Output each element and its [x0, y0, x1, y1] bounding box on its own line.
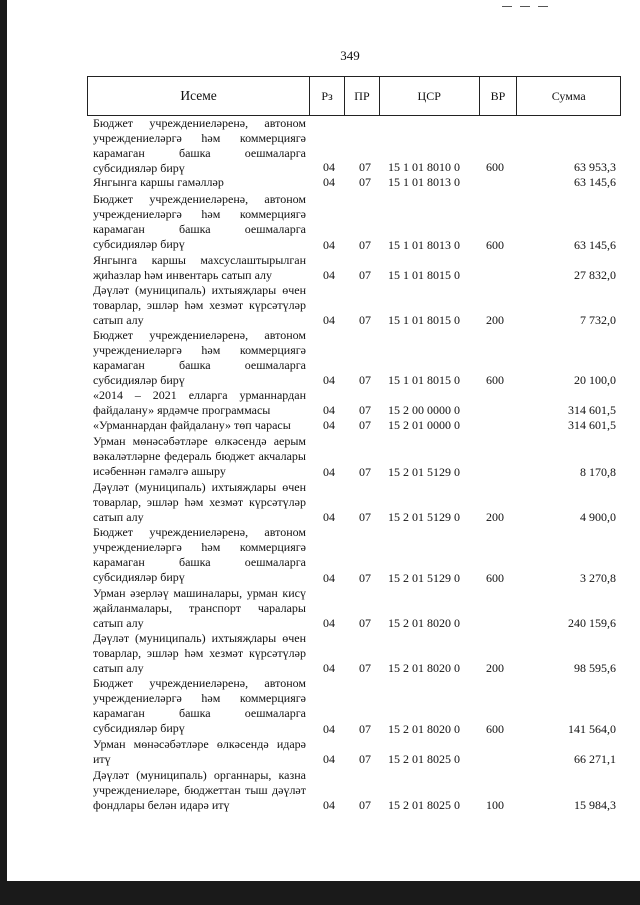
row-vr: 600	[486, 238, 504, 252]
row-pr: 07	[359, 571, 371, 585]
row-csr: 15 1 01 8013 0	[388, 238, 460, 252]
row-vr: 600	[486, 722, 504, 736]
row-pr: 07	[359, 752, 371, 766]
header-rz: Рз	[310, 77, 345, 115]
row-name: Урман әзерләү машиналары, урман кисү җайланмалары, транспорт чаралары сатып алу	[93, 586, 306, 630]
row-csr: 15 2 01 8025 0	[388, 752, 460, 766]
row-rz: 04	[323, 722, 335, 736]
table-row	[0, 253, 640, 283]
row-vr: 600	[486, 571, 504, 585]
row-sum: 3 270,8	[580, 571, 616, 585]
table-row	[0, 586, 640, 631]
row-csr: 15 2 01 8020 0	[388, 661, 460, 675]
row-name: Дәүләт (муниципаль) ихтыяҗлары өчен товарлар, эшләр һәм хезмәт күрсәтүләр сатып алу	[93, 283, 306, 327]
row-sum: 63 953,3	[574, 160, 616, 174]
row-name: Бюджет учреждениеләренә, автоном учреждениеләргә һәм коммерциягә карамаган башка оешмаларга субсидияләр бирү	[93, 328, 306, 387]
row-csr: 15 1 01 8015 0	[388, 313, 460, 327]
row-sum: 63 145,6	[574, 238, 616, 252]
header-name: Исеме	[88, 77, 310, 115]
table-row	[0, 116, 640, 175]
row-sum: 27 832,0	[574, 268, 616, 282]
row-name: Дәүләт (муниципаль) органнары, казна учреждениеләре, бюджеттан тыш дәүләт фондлары белән идарә итү	[93, 768, 306, 812]
row-pr: 07	[359, 510, 371, 524]
row-csr: 15 1 01 8010 0	[388, 160, 460, 174]
row-rz: 04	[323, 616, 335, 630]
table-row	[0, 283, 640, 328]
row-name: Бюджет учреждениеләренә, автоном учреждениеләргә һәм коммерциягә карамаган башка оешмаларга субсидияләр бирү	[93, 525, 306, 584]
table-row	[0, 192, 640, 253]
row-name: Янгынга каршы махсуслаштырылган җиһазлар һәм инвентарь сатып алу	[93, 253, 306, 282]
row-sum: 63 145,6	[574, 175, 616, 189]
table-row	[0, 525, 640, 586]
table-row	[0, 434, 640, 480]
row-sum: 66 271,1	[574, 752, 616, 766]
table-body	[0, 116, 640, 814]
row-pr: 07	[359, 661, 371, 675]
row-name: Бюджет учреждениеләренә, автоном учреждениеләргә һәм коммерциягә карамаган башка оешмаларга субсидияләр бирү	[93, 676, 306, 735]
row-vr: 200	[486, 313, 504, 327]
row-vr: 200	[486, 510, 504, 524]
row-sum: 98 595,6	[574, 661, 616, 675]
row-rz: 04	[323, 752, 335, 766]
row-name: Урман мөнәсәбәтләре өлкәсендә идарә итү	[93, 737, 306, 766]
row-name: Бюджет учреждениеләренә, автоном учреждениеләргә һәм коммерциягә карамаган башка оешмаларга субсидияләр бирү	[93, 192, 306, 251]
row-pr: 07	[359, 403, 371, 417]
row-rz: 04	[323, 313, 335, 327]
row-rz: 04	[323, 571, 335, 585]
row-sum: 8 170,8	[580, 465, 616, 479]
row-pr: 07	[359, 238, 371, 252]
table-row	[0, 328, 640, 388]
row-vr: 200	[486, 661, 504, 675]
row-name: Урман мөнәсәбәтләре өлкәсендә аерым вәкаләтләрне федераль бюджет акчалары исәбеннән гамәлгә ашыру	[93, 434, 306, 478]
row-rz: 04	[323, 238, 335, 252]
header-csr: ЦСР	[380, 77, 480, 115]
row-csr: 15 1 01 8013 0	[388, 175, 460, 189]
row-sum: 4 900,0	[580, 510, 616, 524]
row-csr: 15 2 01 8020 0	[388, 616, 460, 630]
scan-top-mark	[520, 6, 530, 7]
row-rz: 04	[323, 160, 335, 174]
row-rz: 04	[323, 175, 335, 189]
table-header	[87, 76, 621, 116]
header-vr: ВР	[480, 77, 518, 115]
table-row	[0, 768, 640, 814]
row-csr: 15 2 01 8020 0	[388, 722, 460, 736]
row-pr: 07	[359, 313, 371, 327]
row-pr: 07	[359, 798, 371, 812]
row-csr: 15 2 01 8025 0	[388, 798, 460, 812]
scan-top-mark	[502, 6, 512, 7]
row-vr: 100	[486, 798, 504, 812]
row-csr: 15 2 00 0000 0	[388, 403, 460, 417]
row-pr: 07	[359, 373, 371, 387]
table-row	[0, 676, 640, 737]
row-pr: 07	[359, 175, 371, 189]
header-sum: Сумма	[551, 88, 586, 103]
row-name: Бюджет учреждениеләренә, автоном учреждениеләргә һәм коммерциягә карамаган башка оешмаларга субсидияләр бирү	[93, 116, 306, 175]
page-number: 349	[340, 48, 360, 63]
row-rz: 04	[323, 418, 335, 432]
table-row	[0, 418, 640, 434]
row-vr: 600	[486, 160, 504, 174]
row-pr: 07	[359, 722, 371, 736]
row-sum: 240 159,6	[568, 616, 616, 630]
row-rz: 04	[323, 465, 335, 479]
scan-bottom-edge	[0, 881, 640, 905]
row-csr: 15 2 01 5129 0	[388, 510, 460, 524]
row-name: «2014 – 2021 елларга урманнардан файдалану» ярдәмче программасы	[93, 388, 306, 417]
row-sum: 7 732,0	[580, 313, 616, 327]
row-name: Янгынга каршы гамәлләр	[93, 175, 224, 189]
row-rz: 04	[323, 798, 335, 812]
row-pr: 07	[359, 160, 371, 174]
table-row	[0, 175, 640, 192]
row-pr: 07	[359, 418, 371, 432]
scan-top-mark	[538, 6, 548, 7]
row-rz: 04	[323, 403, 335, 417]
table-row	[0, 631, 640, 676]
row-csr: 15 1 01 8015 0	[388, 268, 460, 282]
header-pr: ПР	[345, 77, 380, 115]
table-row	[0, 388, 640, 418]
row-rz: 04	[323, 661, 335, 675]
table-row	[0, 480, 640, 525]
row-name: Дәүләт (муниципаль) ихтыяҗлары өчен товарлар, эшләр һәм хезмәт күрсәтүләр сатып алу	[93, 631, 306, 675]
table-row	[0, 737, 640, 768]
row-csr: 15 2 01 5129 0	[388, 465, 460, 479]
row-name: Дәүләт (муниципаль) ихтыяҗлары өчен товарлар, эшләр һәм хезмәт күрсәтүләр сатып алу	[93, 480, 306, 524]
row-sum: 15 984,3	[574, 798, 616, 812]
row-sum: 20 100,0	[574, 373, 616, 387]
row-rz: 04	[323, 510, 335, 524]
row-name: «Урманнардан файдалану» төп чарасы	[93, 418, 291, 432]
row-pr: 07	[359, 616, 371, 630]
row-pr: 07	[359, 465, 371, 479]
row-rz: 04	[323, 268, 335, 282]
row-sum: 314 601,5	[568, 418, 616, 432]
row-pr: 07	[359, 268, 371, 282]
row-csr: 15 1 01 8015 0	[388, 373, 460, 387]
row-sum: 314 601,5	[568, 403, 616, 417]
row-csr: 15 2 01 0000 0	[388, 418, 460, 432]
row-rz: 04	[323, 373, 335, 387]
row-sum: 141 564,0	[568, 722, 616, 736]
row-vr: 600	[486, 373, 504, 387]
row-csr: 15 2 01 5129 0	[388, 571, 460, 585]
